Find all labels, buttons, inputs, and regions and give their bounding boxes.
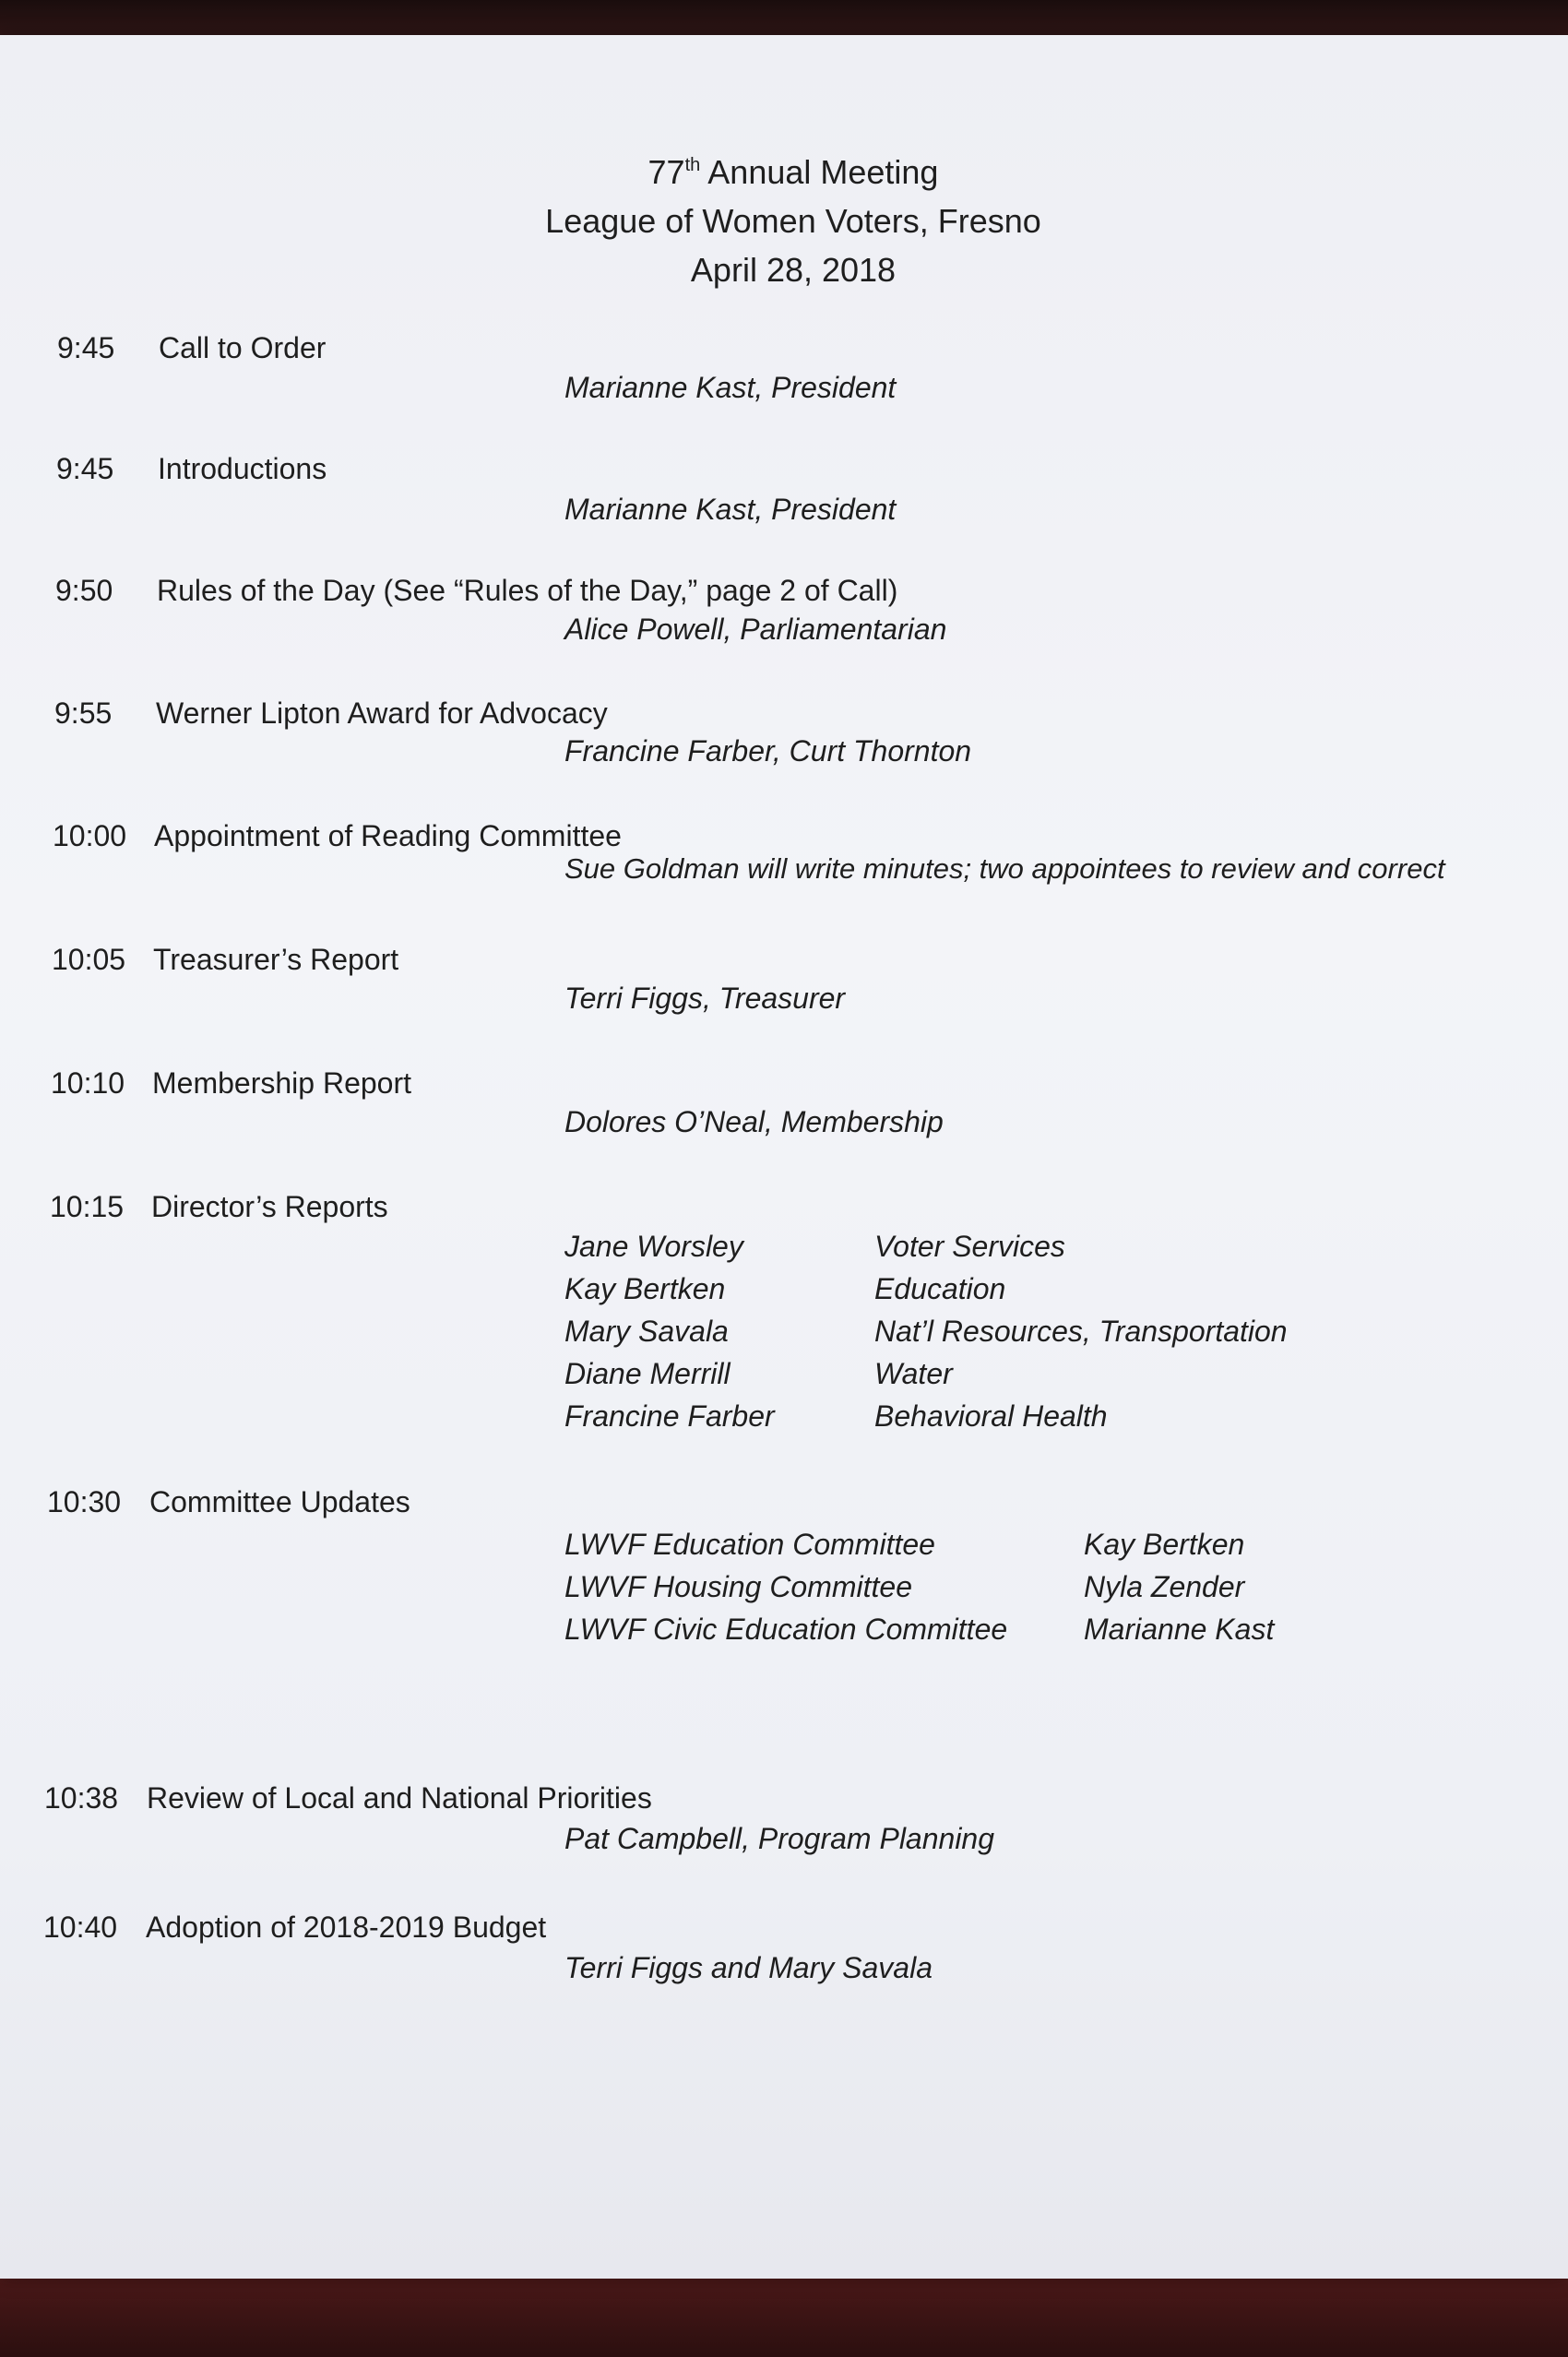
agenda-time: 10:05 bbox=[52, 943, 126, 976]
agenda-presenter: Terri Figgs and Mary Savala bbox=[564, 1951, 932, 1984]
agenda-time: 9:50 bbox=[55, 574, 113, 607]
agenda-topic: Review of Local and National Priorities bbox=[147, 1781, 652, 1815]
agenda-time: 10:00 bbox=[53, 819, 127, 852]
organization-name: League of Women Voters, Fresno bbox=[545, 202, 1041, 240]
agenda-presenter: Alice Powell, Parliamentarian bbox=[564, 613, 947, 646]
agenda-time: 10:10 bbox=[51, 1066, 125, 1100]
agenda-time: 10:38 bbox=[44, 1781, 119, 1815]
meeting-title-text: Annual Meeting bbox=[700, 153, 939, 191]
agenda-presenter: Marianne Kast, President bbox=[564, 493, 897, 526]
agenda-topic: Director’s Reports bbox=[151, 1190, 388, 1223]
agenda-time: 9:45 bbox=[57, 331, 115, 364]
agenda-topic: Membership Report bbox=[152, 1066, 411, 1100]
committee-chair: Nyla Zender bbox=[1084, 1570, 1245, 1603]
director-name: Kay Bertken bbox=[564, 1272, 726, 1305]
agenda-presenter: Dolores O’Neal, Membership bbox=[564, 1105, 944, 1138]
director-name: Jane Worsley bbox=[564, 1230, 743, 1263]
committee-chair: Kay Bertken bbox=[1084, 1528, 1245, 1561]
director-role: Nat’l Resources, Transportation bbox=[874, 1315, 1288, 1348]
agenda-topic: Appointment of Reading Committee bbox=[154, 819, 622, 852]
agenda-topic: Werner Lipton Award for Advocacy bbox=[156, 696, 608, 730]
meeting-ordinal: 77 bbox=[647, 153, 685, 191]
agenda-time: 10:40 bbox=[43, 1911, 118, 1944]
agenda-presenter: Terri Figgs, Treasurer bbox=[564, 982, 846, 1015]
director-role: Voter Services bbox=[874, 1230, 1065, 1263]
agenda-time: 9:45 bbox=[56, 452, 114, 485]
agenda-topic: Treasurer’s Report bbox=[153, 943, 399, 976]
agenda-presenter: Marianne Kast, President bbox=[564, 371, 897, 404]
director-name: Diane Merrill bbox=[564, 1357, 731, 1390]
committee-name: LWVF Civic Education Committee bbox=[564, 1613, 1008, 1646]
director-name: Mary Savala bbox=[564, 1315, 729, 1348]
agenda-topic: Rules of the Day (See “Rules of the Day,” page 2 of Call) bbox=[157, 574, 898, 607]
agenda-topic: Call to Order bbox=[159, 331, 327, 364]
agenda-topic: Adoption of 2018-2019 Budget bbox=[146, 1911, 547, 1944]
director-name: Francine Farber bbox=[564, 1399, 775, 1433]
committee-name: LWVF Housing Committee bbox=[564, 1570, 913, 1603]
committee-chair: Marianne Kast bbox=[1084, 1613, 1275, 1646]
agenda-topic: Introductions bbox=[158, 452, 327, 485]
meeting-date: April 28, 2018 bbox=[690, 251, 897, 289]
ordinal-suffix: th bbox=[684, 155, 701, 175]
agenda-presenter: Pat Campbell, Program Planning bbox=[564, 1822, 995, 1855]
agenda-time: 10:15 bbox=[50, 1190, 125, 1223]
agenda-time: 10:30 bbox=[47, 1485, 122, 1518]
agenda-topic: Committee Updates bbox=[149, 1485, 410, 1518]
committee-name: LWVF Education Committee bbox=[564, 1528, 935, 1561]
agenda-presenter: Sue Goldman will write minutes; two appointees to review and correct bbox=[564, 852, 1445, 885]
agenda-time: 9:55 bbox=[54, 696, 113, 730]
director-role: Water bbox=[874, 1357, 953, 1390]
director-role: Education bbox=[874, 1272, 1006, 1305]
agenda-presenter: Francine Farber, Curt Thornton bbox=[564, 734, 972, 768]
director-role: Behavioral Health bbox=[874, 1399, 1108, 1433]
